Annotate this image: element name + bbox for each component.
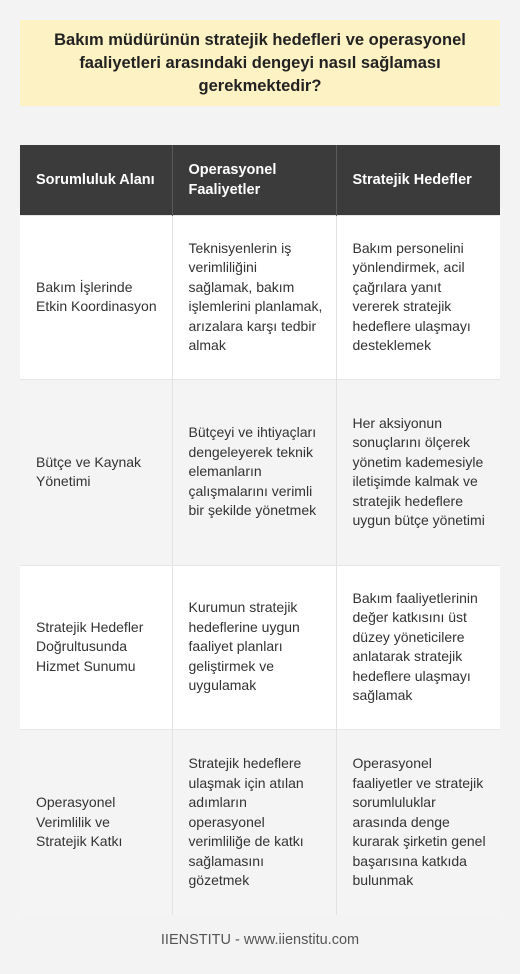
responsibility-table — [20, 145, 500, 915]
cell-operational: Kurumun stratejik hedeflerine uygun faaliyet planları geliştirmek ve uygulamak — [172, 565, 336, 729]
header-operational-activities: Operasyonel Faaliyetler — [172, 145, 336, 215]
cell-area: Bütçe ve Kaynak Yönetimi — [20, 379, 172, 565]
cell-strategic: Bakım faaliyetlerinin değer katkısını üst düzey yöneticilere anlatarak stratejik hedeflere ulaşmayı sağlamak — [336, 565, 500, 729]
cell-strategic: Operasyonel faaliyetler ve stratejik sorumluluklar arasında denge kurarak şirketin genel başarısına katkıda bulunmak — [336, 729, 500, 915]
table-row — [20, 215, 500, 379]
cell-operational: Teknisyenlerin iş verimliliğini sağlamak, bakım işlemlerini planlamak, arızalara karşı tedbir almak — [172, 215, 336, 379]
cell-strategic: Bakım personelini yönlendirmek, acil çağrılara yanıt vererek stratejik hedeflere ulaşmayı desteklemek — [336, 215, 500, 379]
table-header-row — [20, 145, 500, 215]
header-responsibility-area: Sorumluluk Alanı — [20, 145, 172, 215]
cell-operational: Stratejik hedeflere ulaşmak için atılan adımların operasyonel verimliliğe de katkı sağlamasını gözetmek — [172, 729, 336, 915]
table-row — [20, 379, 500, 565]
header-strategic-goals: Stratejik Hedefler — [336, 145, 500, 215]
page-title: Bakım müdürünün stratejik hedefleri ve operasyonel faaliyetleri arasındaki dengeyi nasıl sağlaması gerekmektedir? — [54, 30, 466, 95]
cell-area: Operasyonel Verimlilik ve Stratejik Katkı — [20, 729, 172, 915]
table-row — [20, 565, 500, 729]
cell-area: Stratejik Hedefler Doğrultusunda Hizmet Sunumu — [20, 565, 172, 729]
footer-credit: IIENSTITU - www.iienstitu.com — [160, 932, 360, 948]
cell-operational: Bütçeyi ve ihtiyaçları dengeleyerek teknik elemanların çalışmalarını verimli bir şekilde yönetmek — [172, 379, 336, 565]
cell-area: Bakım İşlerinde Etkin Koordinasyon — [20, 215, 172, 379]
cell-strategic: Her aksiyonun sonuçlarını ölçerek yönetim kademesiyle iletişimde kalmak ve stratejik hedeflere uygun bütçe yönetimi — [336, 379, 500, 565]
table-row — [20, 729, 500, 915]
title-banner — [20, 20, 500, 106]
